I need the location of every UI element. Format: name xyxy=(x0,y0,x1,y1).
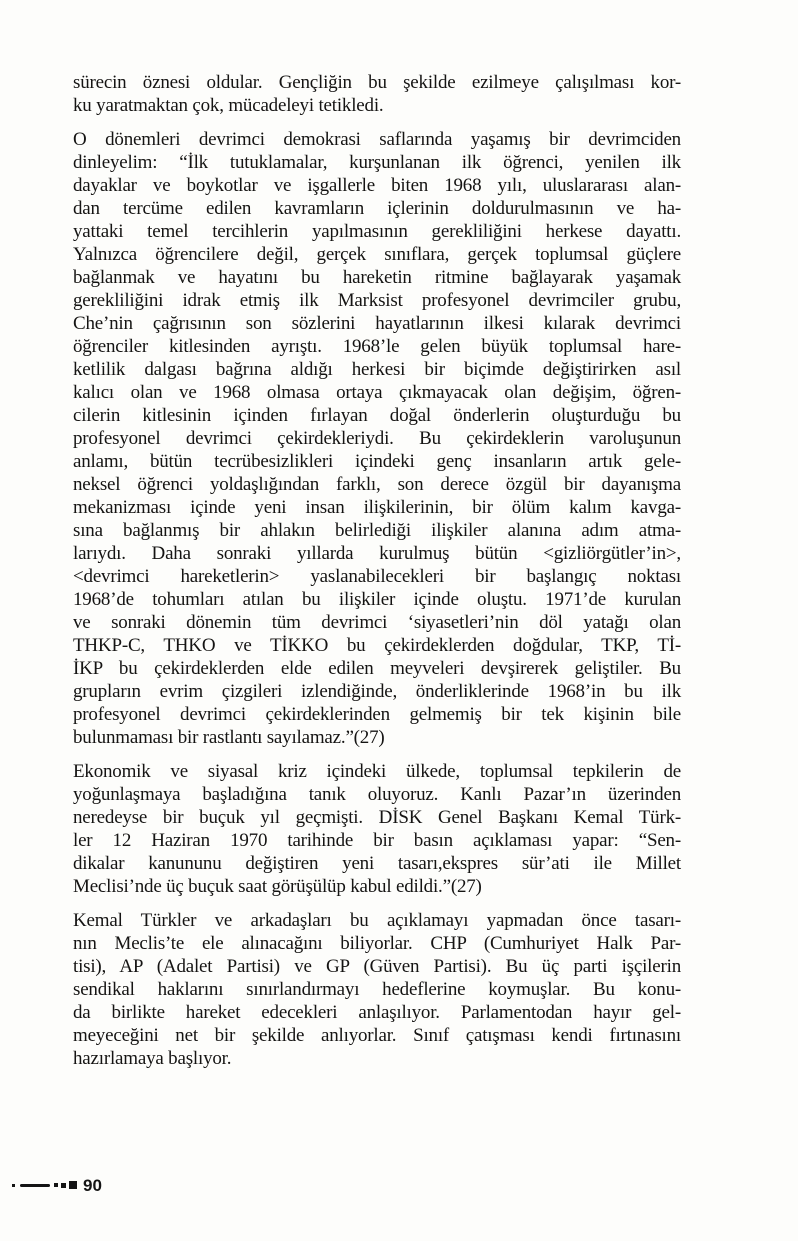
footer-square-ornament xyxy=(54,1183,58,1187)
text-line: ku yaratmaktan çok, mücadeleyi tetikledi. xyxy=(73,95,384,116)
text-line: Che’nin çağrısının son sözlerini hayatlarının ilkesi kılarak devrimci xyxy=(73,313,681,334)
text-line: anlamı, bütün tecrübesizlikleri içindeki genç insanların artık gele- xyxy=(73,451,681,472)
text-line: yattaki temel tercihlerin yapılmasının gerekliliğini herkese dayattı. xyxy=(73,221,681,242)
footer-square-ornament xyxy=(61,1183,66,1188)
text-line: bulunmaması bir rastlantı sayılamaz.”(27) xyxy=(73,727,385,748)
text-line: sendikal haklarını sınırlandırmayı hedeflerine koymuşlar. Bu konu- xyxy=(73,979,681,1000)
text-line: profesyonel devrimci çekirdekleriydi. Bu çekirdeklerin varoluşunun xyxy=(73,428,681,449)
text-line: ketlilik dalgası bağrına aldığı herkesi bir biçimde değiştirirken asıl xyxy=(73,359,681,380)
footer-square-ornament xyxy=(69,1181,77,1189)
text-line: profesyonel devrimci çekirdeklerinden gelmemiş bir tek kişinin bile xyxy=(73,704,681,725)
text-line: Ekonomik ve siyasal kriz içindeki ülkede, toplumsal tepkilerin de xyxy=(73,761,681,782)
text-line: gerekliliğini idrak etmiş ilk Marksist profesyonel devrimciler grubu, xyxy=(73,290,681,311)
text-line: dan tercüme edilen kavramların içlerinin doldurulmasının ve ha- xyxy=(73,198,681,219)
paragraph xyxy=(73,128,681,749)
text-line: cilerin kitlesinin içinden fırlayan doğal önderlerin oluşturduğu bu xyxy=(73,405,681,426)
text-line: grupların evrim çizgileri izlendiğinde, önderliklerinde 1968’in bu ilk xyxy=(73,681,681,702)
page-number: 90 xyxy=(83,1175,102,1195)
text-line: ve sonraki dönemin tüm devrimci ‘siyasetleri’nin döl yatağı olan xyxy=(73,612,681,633)
text-line: ler 12 Haziran 1970 tarihinde bir basın açıklaması yapar: “Sen- xyxy=(73,830,681,851)
text-line: dikalar kanununu değiştiren yeni tasarı,ekspres sür’ati ile Millet xyxy=(73,853,681,874)
text-line: Meclisi’nde üç buçuk saat görüşülüp kabul edildi.”(27) xyxy=(73,876,482,897)
text-line: Yalnızca öğrencilere değil, gerçek sınıflara, gerçek toplumsal güçlere xyxy=(73,244,681,265)
text-line: bağlanmak ve hayatını bu hareketin ritmine bağlayarak yaşamak xyxy=(73,267,681,288)
footer-dot-ornament xyxy=(12,1184,15,1187)
text-line: sürecin öznesi oldular. Gençliğin bu şekilde ezilmeye çalışılması kor- xyxy=(73,72,681,93)
paragraph xyxy=(73,909,681,1070)
text-line: neredeyse bir buçuk yıl geçmişti. DİSK Genel Başkanı Kemal Türk- xyxy=(73,807,681,828)
text-block xyxy=(73,71,681,1081)
text-line: öğrenciler kitlesinden ayrıştı. 1968’le gelen büyük toplumsal hare- xyxy=(73,336,681,357)
text-line: tisi), AP (Adalet Partisi) ve GP (Güven Partisi). Bu üç parti işçilerin xyxy=(73,956,681,977)
text-line: THKP-C, THKO ve TİKKO bu çekirdeklerden doğdular, TKP, Tİ- xyxy=(73,635,681,656)
text-line: mekanizması içinde yeni insan ilişkilerinin, bir ölüm kalım kavga- xyxy=(73,497,681,518)
text-line: kalıcı olan ve 1968 olmasa ortaya çıkmayacak olan değişim, öğren- xyxy=(73,382,681,403)
footer-rule-ornament xyxy=(20,1184,50,1187)
text-line: İKP bu çekirdeklerden elde edilen meyveleri devşirerek geliştiler. Bu xyxy=(73,658,681,679)
text-line: <devrimci hareketlerin> yaslanabilecekleri bir başlangıç noktası xyxy=(73,566,681,587)
text-line: larıydı. Daha sonraki yıllarda kurulmuş bütün <gizliörgütler’in>, xyxy=(73,543,681,564)
text-line: yoğunlaşmaya başladığına tanık oluyoruz. Kanlı Pazar’ın üzerinden xyxy=(73,784,681,805)
text-line: hazırlamaya başlıyor. xyxy=(73,1048,232,1069)
paragraph xyxy=(73,760,681,898)
text-line: nın Meclis’te ele alınacağını biliyorlar. CHP (Cumhuriyet Halk Par- xyxy=(73,933,681,954)
paragraph xyxy=(73,71,681,117)
text-line: dayaklar ve boykotlar ve işgallerle biten 1968 yılı, uluslararası alan- xyxy=(73,175,681,196)
text-line: 1968’de tohumları atılan bu ilişkiler içinde oluştu. 1971’de kurulan xyxy=(73,589,681,610)
text-line: sına bağlanmış bir ahlakın belirlediği ilişkiler alanına adım atma- xyxy=(73,520,681,541)
text-line: Kemal Türkler ve arkadaşları bu açıklamayı yapmadan önce tasarı- xyxy=(73,910,681,931)
text-line: da birlikte hareket edecekleri anlaşılıyor. Parlamentodan hayır gel- xyxy=(73,1002,681,1023)
text-line: neksel öğrenci yoldaşlığından farklı, son derece özgül bir dayanışma xyxy=(73,474,681,495)
text-line: meyeceğini net bir şekilde anlıyorlar. Sınıf çatışması kendi fırtınasını xyxy=(73,1025,681,1046)
page-footer xyxy=(12,1175,102,1195)
text-line: dinleyelim: “İlk tutuklamalar, kurşunlanan ilk öğrenci, yenilen ilk xyxy=(73,152,681,173)
text-line: O dönemleri devrimci demokrasi saflarında yaşamış bir devrimciden xyxy=(73,129,681,150)
